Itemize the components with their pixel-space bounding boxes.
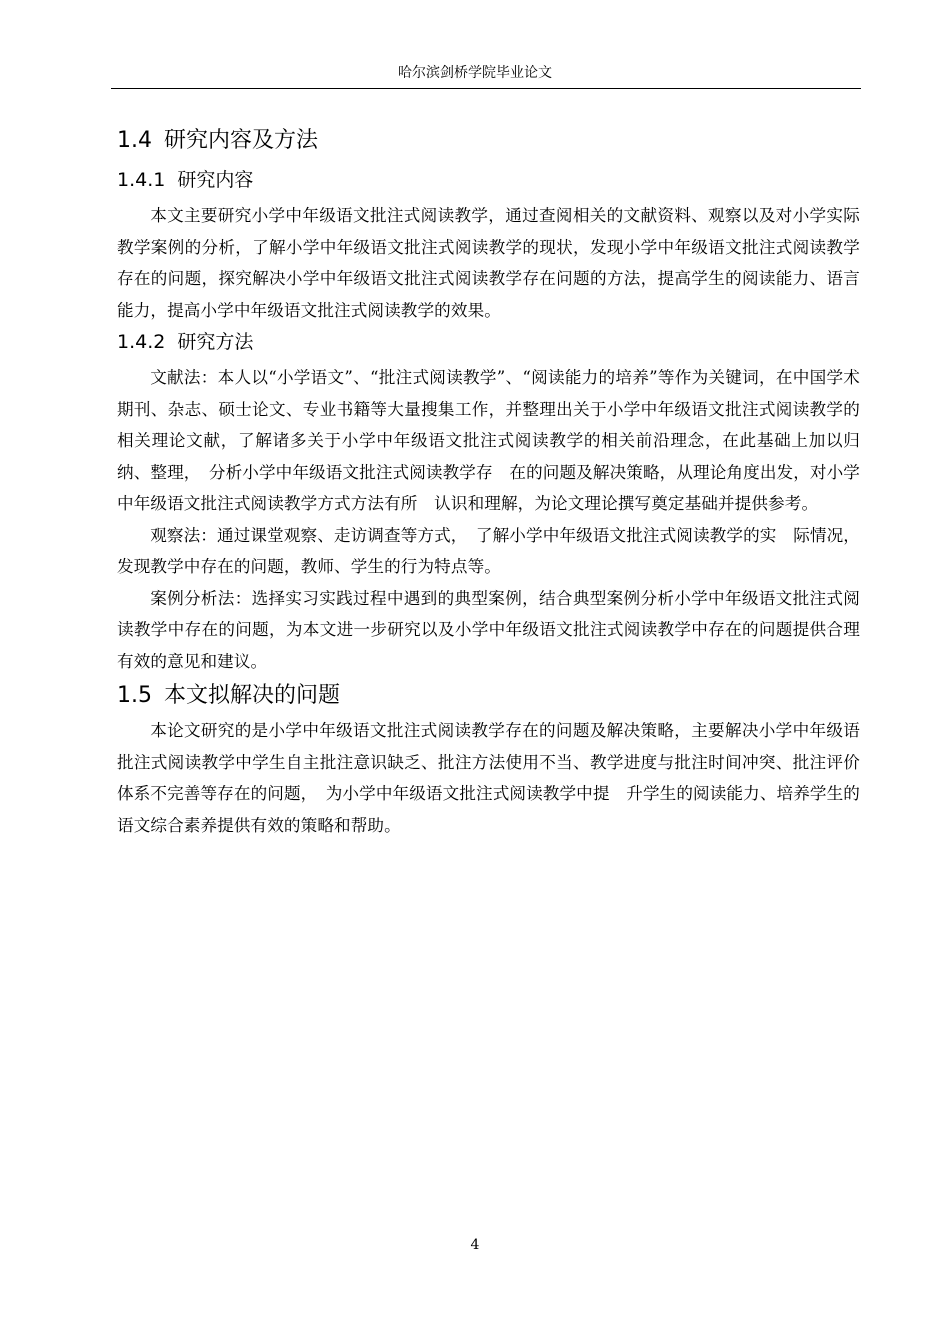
header-divider (111, 88, 861, 89)
subsection-title: 研究方法 (177, 331, 254, 353)
page-number: 4 (470, 1237, 480, 1253)
subsection-number: 1.4.2 (117, 331, 166, 353)
case-analysis-method-paragraph: 案例分析法：选择实习实践过程中遇到的典型案例，结合典型案例分析小学中年级语文批注式阅读教学中存在的问题，为本文进一步研究以及小学中年级语文批注式阅读教学中存在的问题提供合理有效的意见和建议。 (117, 588, 860, 671)
document-body (117, 124, 860, 841)
research-content-paragraph: 本文主要研究小学中年级语文批注式阅读教学，通过查阅相关的文献资料、观察以及对小学实际教学案例的分析，了解小学中年级语文批注式阅读教学的现状，发现小学中年级语文批注式阅读教学存在的问题，探究解决小学中年级语文批注式阅读教学存在问题的方法，提高学生的阅读能力、语言能力，提高小学中年级语文批注式阅读教学的效果。 (117, 206, 860, 320)
section-number: 1.4 (117, 128, 152, 153)
section-number: 1.5 (117, 683, 152, 708)
subsection-title: 研究内容 (177, 169, 254, 191)
subsection-number: 1.4.1 (117, 169, 166, 191)
section-heading-1-5 (117, 679, 860, 713)
observation-method-paragraph: 观察法：通过课堂观察、走访调查等方式， 了解小学中年级语文批注式阅读教学的实 际情况，发现教学中存在的问题，教师、学生的行为特点等。 (117, 525, 860, 576)
subsection-heading-1-4-1 (117, 164, 860, 196)
literature-method-paragraph: 文献法：本人以“小学语文”、“批注式阅读教学”、“阅读能力的培养”等作为关键词，在中国学术期刊、杂志、硕士论文、专业书籍等大量搜集工作，并整理出关于小学中年级语文批注式阅读教学的相关理论文献，了解诸多关于小学中年级语文批注式阅读教学的相关前沿理念，在此基础上加以归纳、整理， 分析小学中年级语文批注式阅读教学存 在的问题及解决策略，从理论角度出发，对小学中年级语文批注式阅读教学方式方法有所 认识和理解，为论文理论撰写奠定基础并提供参考。 (117, 368, 860, 513)
page-header-title: 哈尔滨剑桥学院毕业论文 (398, 65, 552, 81)
section-heading-1-4 (117, 124, 860, 158)
section-title: 研究内容及方法 (164, 128, 319, 153)
problems-to-solve-paragraph: 本论文研究的是小学中年级语文批注式阅读教学存在的问题及解决策略，主要解决小学中年级语批注式阅读教学中学生自主批注意识缺乏、批注方法使用不当、教学进度与批注时间冲突、批注评价体系不完善等存在的问题， 为小学中年级语文批注式阅读教学中提 升学生的阅读能力、培养学生的语文综合素养提供有效的策略和帮助。 (117, 721, 860, 835)
subsection-heading-1-4-2 (117, 326, 860, 358)
section-title: 本文拟解决的问题 (164, 683, 341, 708)
